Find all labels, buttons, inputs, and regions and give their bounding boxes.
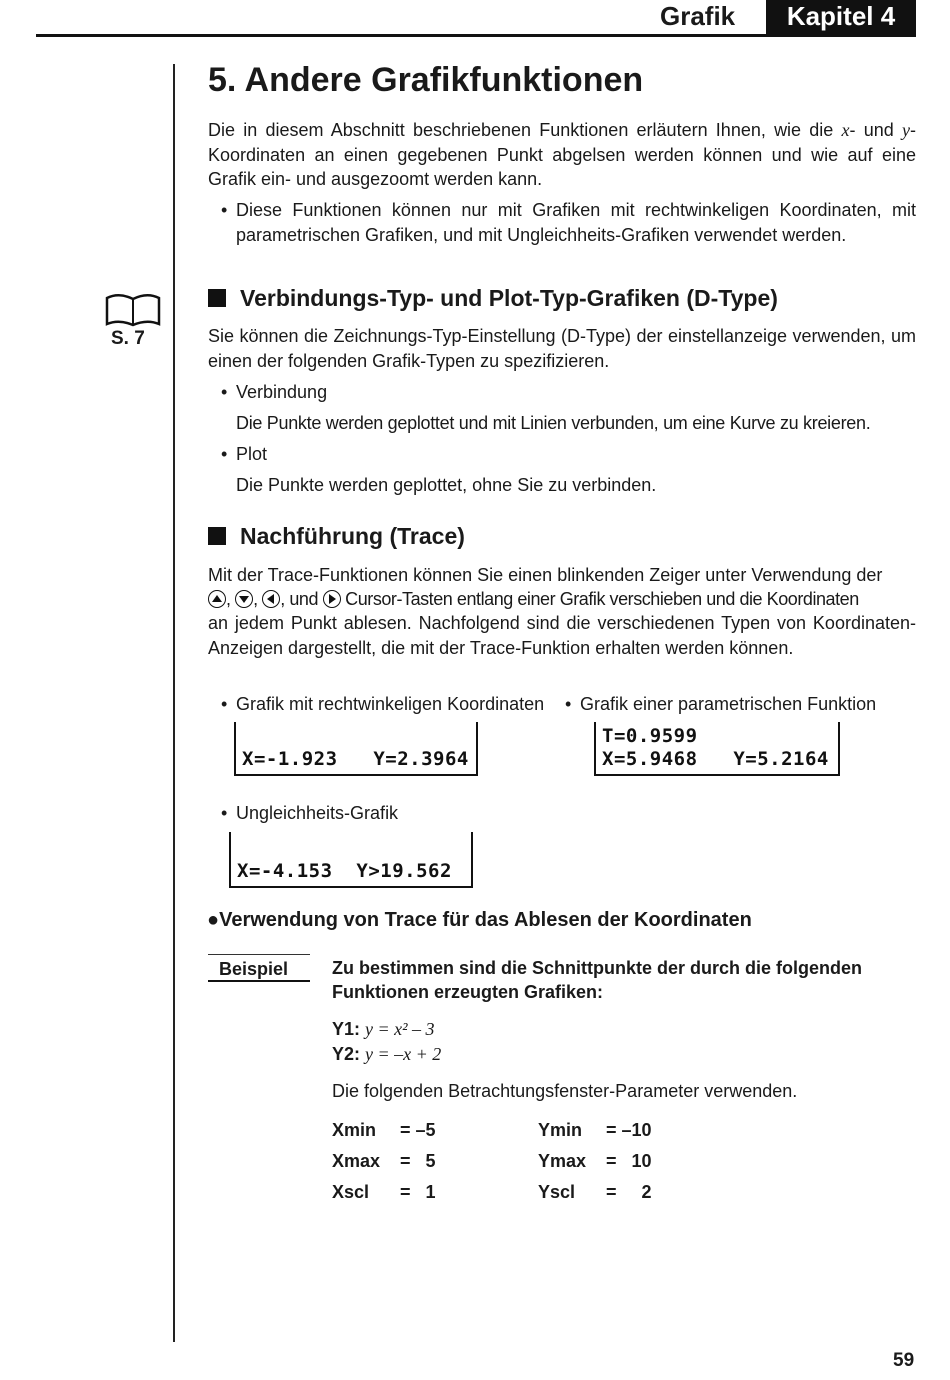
lcd-display-inequality: X=-4.153 Y>19.562 <box>229 832 473 888</box>
param-value: = 10 <box>606 1151 652 1171</box>
down-arrow-key-icon <box>235 590 253 608</box>
intro-bullet: Diese Funktionen können nur mit Grafiken mit rechtwinkeligen Koordinaten, mit parametrischen Grafiken, und mit Ungleichheits-Grafiken verwendet werden. <box>236 200 916 245</box>
example-label: Beispiel <box>208 954 310 982</box>
param-name: Ymax <box>538 1151 587 1171</box>
param-value: = –10 <box>606 1120 652 1140</box>
dtype-item-desc: Die Punkte werden geplottet und mit Linien verbunden, um eine Kurve zu kreieren. <box>236 413 871 433</box>
dtype-paragraph: Sie können die Zeichnungs-Typ-Einstellung (D-Type) der einstellanzeige verwenden, um einen der folgenden Grafik-Typen zu spezifizieren. <box>208 326 916 371</box>
right-arrow-key-icon <box>323 590 341 608</box>
page-title: 5. Andere Grafikfunktionen <box>208 61 644 99</box>
margin-page-ref: S. 7 <box>111 328 145 349</box>
param-value: = –5 <box>400 1120 436 1140</box>
section-heading-dtype: Verbindungs-Typ- und Plot-Typ-Grafiken (D-Type) <box>208 283 778 313</box>
intro-paragraph: Die in diesem Abschnitt beschriebenen Funktionen erläutern Ihnen, wie die x- und y-Koordinaten an einen gegebenen Punkt abgelsen werden können und wie auf eine Grafik ein- und ausgezoomt werden kann. <box>208 120 916 189</box>
dtype-item-label: Verbindung <box>236 382 328 402</box>
trace-paragraph: an jedem Punkt ablesen. Nachfolgend sind die verschiedenen Typen von Koordinaten-Anzeigen dargestellt, die mit der Trace-Funktion erhalten werden können. <box>208 613 916 658</box>
usage-heading: ●Verwendung von Trace für das Ablesen der Koordinaten <box>207 909 752 931</box>
param-name: Xmax <box>332 1151 381 1171</box>
param-name: Xmin <box>332 1120 377 1140</box>
function-y2: Y2: y = –x + 2 <box>332 1044 442 1064</box>
lcd-display-param: T=0.9599 X=5.9468 Y=5.2164 <box>594 722 840 776</box>
square-bullet-icon <box>208 527 226 545</box>
window-text: Die folgenden Betrachtungsfenster-Parameter verwenden. <box>332 1081 798 1101</box>
example-text: Zu bestimmen sind die Schnittpunkte der durch die folgenden Funktionen erzeugten Grafiken: <box>332 958 863 1002</box>
bullet-dot: • <box>221 200 228 220</box>
up-arrow-key-icon <box>208 590 226 608</box>
dtype-item-label: Plot <box>236 444 268 464</box>
function-y1: Y1: y = x² – 3 <box>332 1019 435 1039</box>
lcd-display-rect: X=-1.923 Y=2.3964 <box>234 722 478 776</box>
display-caption: Ungleichheits-Grafik <box>236 803 399 823</box>
param-name: Xscl <box>332 1182 370 1202</box>
page-number: 59 <box>893 1350 915 1371</box>
trace-line-1: Mit der Trace-Funktionen können Sie einen blinkenden Zeiger unter Verwendung der <box>208 565 883 585</box>
display-caption: Grafik mit rechtwinkeligen Koordinaten <box>236 694 545 714</box>
trace-line-2: , , , und Cursor-Tasten entlang einer Grafik verschieben und die Koordinaten <box>208 587 916 612</box>
param-name: Yscl <box>538 1182 576 1202</box>
dtype-item-desc: Die Punkte werden geplottet, ohne Sie zu verbinden. <box>236 475 657 495</box>
param-value: = 2 <box>606 1182 652 1202</box>
param-name: Ymin <box>538 1120 583 1140</box>
margin-rule <box>173 64 175 1342</box>
param-value: = 5 <box>400 1151 436 1171</box>
header-section-title: Grafik <box>660 1 736 31</box>
header-rule <box>36 34 916 37</box>
display-caption: Grafik einer parametrischen Funktion <box>580 694 877 714</box>
param-value: = 1 <box>400 1182 436 1202</box>
header-chapter-badge: Kapitel 4 <box>766 0 916 36</box>
square-bullet-icon <box>208 289 226 307</box>
left-arrow-key-icon <box>262 590 280 608</box>
section-heading-trace: Nachführung (Trace) <box>208 521 465 551</box>
